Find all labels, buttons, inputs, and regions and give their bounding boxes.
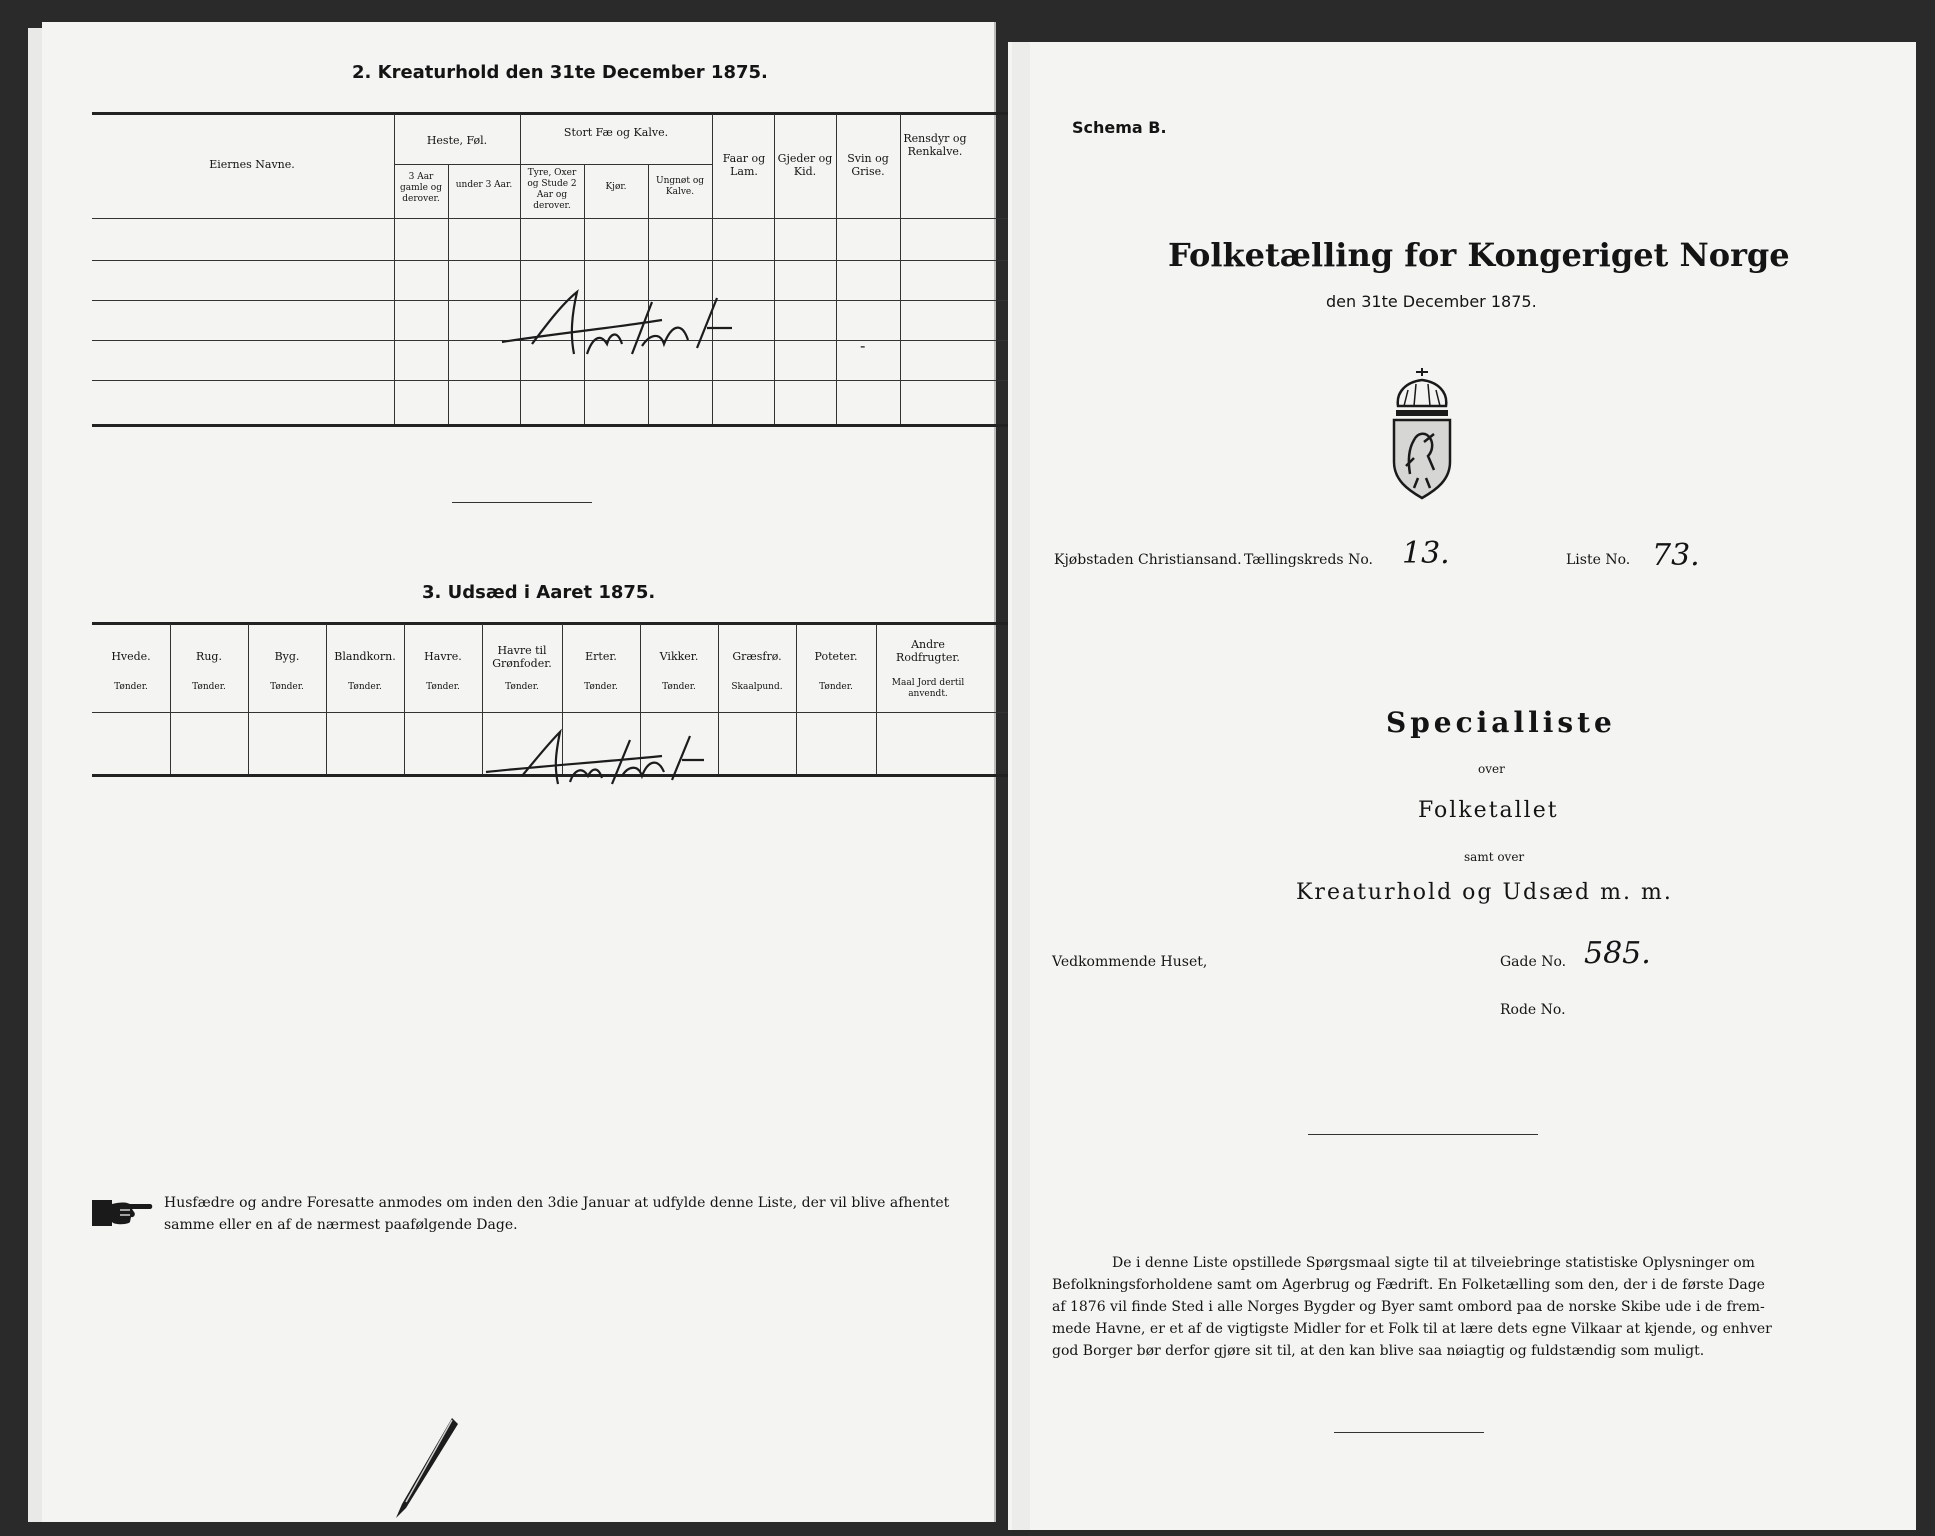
coat-of-arms-icon — [1384, 366, 1460, 502]
liste-label: Liste No. — [1566, 552, 1631, 568]
kjobstad-label: Kjøbstaden Christiansand. — [1054, 552, 1242, 568]
table2-row-rule — [92, 380, 1010, 381]
document-title: Folketælling for Kongeriget Norge — [1168, 236, 1790, 274]
cattle-cows-header: Kjør. — [605, 182, 627, 192]
kreaturhold-label: Kreaturhold og Udsæd m. m. — [1296, 880, 1673, 905]
footer-note: Husfædre og andre Foresatte anmodes om inden den 3die Januar at udfylde denne Liste, der vil blive afhentet samme eller en af de nærmest paafølgende Dage. — [164, 1195, 950, 1233]
sowing-header-unit: Tønder. — [192, 682, 226, 692]
table2-col-rule — [836, 114, 837, 424]
rode-label: Rode No. — [1500, 1002, 1566, 1018]
cattle-sub-rule — [520, 164, 712, 165]
pointing-hand-icon — [90, 1194, 154, 1230]
cattle-young-header: Ungnøt og Kalve. — [655, 176, 704, 197]
folketallet-label: Folketallet — [1418, 798, 1559, 823]
sowing-header-name: Havre til Grønfoder. — [492, 644, 552, 670]
sowing-header-name: Vikker. — [659, 650, 699, 663]
cattle-header: Stort Fæ og Kalve. — [563, 126, 669, 139]
sheep-header: Faar og Lam. — [722, 152, 766, 178]
table3-col-rule — [248, 624, 249, 774]
horses-3yr-header: 3 Aar gamle og derover. — [400, 172, 442, 204]
table3-col-rule — [326, 624, 327, 774]
paragraph-line-4: mede Havne, er et af de vigtigste Midler for et Folk til at lære dets egne Vilkaar at kjende, og enhver — [1052, 1321, 1772, 1337]
dash-mark: - — [860, 336, 866, 355]
horses-sub-rule — [394, 164, 520, 165]
sowing-header-unit: Tønder. — [270, 682, 304, 692]
paragraph-line-2: Befolkningsforholdene samt om Agerbrug og Fædrift. En Folketælling som den, der i de første Dage — [1052, 1277, 1765, 1293]
sowing-header-name: Andre Rodfrugter. — [896, 638, 960, 664]
reindeer-header: Rensdyr og Renkalve. — [903, 132, 967, 158]
pigs-header: Svin og Grise. — [847, 152, 889, 178]
sowing-header-name: Erter. — [585, 650, 617, 663]
table2-col-rule — [774, 114, 775, 424]
left-page — [42, 22, 994, 1522]
section2-title: 2. Kreaturhold den 31te December 1875. — [352, 62, 768, 83]
sowing-header-unit: Tønder. — [505, 682, 539, 692]
section3-title: 3. Udsæd i Aaret 1875. — [422, 582, 656, 603]
table2-row-rule — [92, 260, 1010, 261]
sowing-header-unit: Tønder. — [819, 682, 853, 692]
right-page-binding — [1012, 42, 1030, 1530]
table3-top-rule — [92, 622, 1010, 625]
samt-over-label: samt over — [1464, 850, 1525, 864]
table2-col-rule — [900, 114, 901, 424]
table3-col-rule — [404, 624, 405, 774]
sowing-header-unit: Tønder. — [584, 682, 618, 692]
sowing-header-unit: Tønder. — [114, 682, 148, 692]
table2-top-rule — [92, 112, 1010, 115]
table3-col-rule — [876, 624, 877, 774]
table2-col-rule — [448, 164, 449, 424]
handwritten-intet-2 — [482, 726, 762, 796]
owner-name-header: Eiernes Navne. — [209, 158, 295, 171]
gade-label: Gade No. — [1500, 954, 1567, 970]
gade-value: 585. — [1584, 936, 1651, 971]
kreds-value: 13. — [1402, 536, 1450, 571]
sowing-header-unit: Maal Jord dertil anvendt. — [891, 678, 965, 699]
separator-rule — [452, 502, 592, 503]
kreds-label: Tællingskreds No. — [1244, 552, 1373, 568]
pen-tip-icon — [382, 1412, 462, 1522]
sowing-header-unit: Skaalpund. — [731, 682, 783, 692]
sowing-header-name: Poteter. — [814, 650, 858, 663]
table2-bottom-rule — [92, 424, 1010, 427]
closing-rule — [1334, 1432, 1484, 1433]
handwritten-intet-1 — [492, 284, 812, 374]
census-date: den 31te December 1875. — [1326, 292, 1537, 311]
table3-header-rule — [92, 712, 1010, 713]
horses-under3-header: under 3 Aar. — [455, 180, 513, 190]
table2-header-rule — [92, 218, 1010, 219]
table2-col-rule — [520, 114, 521, 424]
sowing-header-name: Græsfrø. — [732, 650, 782, 663]
table2-col-rule — [394, 114, 395, 424]
table2-col-rule — [712, 114, 713, 424]
goats-header: Gjeder og Kid. — [777, 152, 833, 178]
over-label-1: over — [1478, 762, 1505, 776]
sowing-header-unit: Tønder. — [662, 682, 696, 692]
signature-rule — [1308, 1134, 1538, 1135]
paragraph-line-5: god Borger bør derfor gjøre sit til, at den kan blive saa nøiagtig og fuldstændig som muligt. — [1052, 1343, 1705, 1359]
sowing-header-name: Rug. — [196, 650, 222, 663]
sowing-header-unit: Tønder. — [426, 682, 460, 692]
sowing-header-name: Blandkorn. — [334, 650, 396, 663]
sowing-header-unit: Tønder. — [348, 682, 382, 692]
table3-col-rule — [796, 624, 797, 774]
sowing-header-name: Byg. — [274, 650, 300, 663]
liste-value: 73. — [1652, 538, 1700, 573]
vedkommende-label: Vedkommende Huset, — [1052, 954, 1208, 970]
horses-header: Heste, Føl. — [426, 134, 488, 147]
specialliste-heading: Specialliste — [1386, 706, 1616, 739]
cattle-bulls-header: Tyre, Oxer og Stude 2 Aar og derover. — [527, 168, 577, 211]
paragraph-line-3: af 1876 vil finde Sted i alle Norges Bygder og Byer samt ombord paa de norske Skibe ude i de frem- — [1052, 1299, 1765, 1315]
schema-label: Schema B. — [1072, 118, 1167, 137]
table3-col-rule — [170, 624, 171, 774]
sowing-header-name: Havre. — [424, 650, 462, 663]
paragraph-line-1: De i denne Liste opstillede Spørgsmaal sigte til at tilveiebringe statistiske Oplysninger om — [1112, 1255, 1755, 1271]
sowing-header-name: Hvede. — [111, 650, 151, 663]
